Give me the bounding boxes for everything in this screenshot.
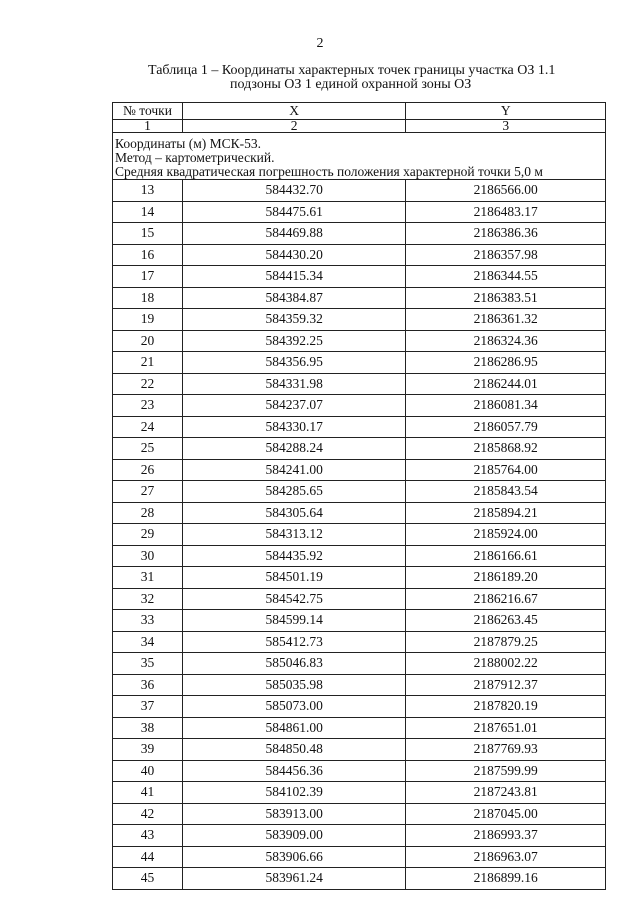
header-y: Y — [406, 103, 606, 120]
cell-y: 2186263.45 — [406, 610, 606, 632]
table-row — [113, 846, 606, 868]
cell-point-number: 14 — [113, 201, 183, 223]
cell-y: 2186899.16 — [406, 868, 606, 890]
page-number: 2 — [316, 36, 324, 51]
cell-point-number: 33 — [113, 610, 183, 632]
coordinates-table — [112, 102, 606, 890]
cell-x: 584330.17 — [182, 416, 406, 438]
cell-x: 583909.00 — [182, 825, 406, 847]
table-row — [113, 760, 606, 782]
cell-x: 584432.70 — [182, 180, 406, 202]
cell-x: 584430.20 — [182, 244, 406, 266]
table-row — [113, 588, 606, 610]
column-number-2: 2 — [182, 120, 406, 133]
table-row — [113, 825, 606, 847]
table-row — [113, 567, 606, 589]
table-header-row — [113, 103, 606, 120]
column-number-1: 1 — [113, 120, 183, 133]
cell-point-number: 16 — [113, 244, 183, 266]
cell-y: 2186216.67 — [406, 588, 606, 610]
cell-point-number: 36 — [113, 674, 183, 696]
accuracy-note: Средняя квадратическая погрешность положения характерной точки 5,0 м — [115, 164, 543, 179]
cell-point-number: 20 — [113, 330, 183, 352]
cell-point-number: 34 — [113, 631, 183, 653]
column-number-3: 3 — [406, 120, 606, 133]
caption-line-1: Таблица 1 – Координаты характерных точек границы участка ОЗ 1.1 — [148, 63, 556, 78]
cell-y: 2186286.95 — [406, 352, 606, 374]
table-row — [113, 416, 606, 438]
cell-x: 584285.65 — [182, 481, 406, 503]
cell-y: 2187820.19 — [406, 696, 606, 718]
cell-y: 2187651.01 — [406, 717, 606, 739]
cell-x: 583961.24 — [182, 868, 406, 890]
cell-x: 584850.48 — [182, 739, 406, 761]
cell-x: 585046.83 — [182, 653, 406, 675]
table-row — [113, 352, 606, 374]
cell-x: 584237.07 — [182, 395, 406, 417]
cell-point-number: 32 — [113, 588, 183, 610]
cell-y: 2187879.25 — [406, 631, 606, 653]
cell-point-number: 23 — [113, 395, 183, 417]
coordinate-info-cell — [113, 133, 606, 180]
cell-point-number: 45 — [113, 868, 183, 890]
cell-y: 2187243.81 — [406, 782, 606, 804]
cell-x: 584861.00 — [182, 717, 406, 739]
cell-point-number: 31 — [113, 567, 183, 589]
table-row — [113, 674, 606, 696]
table-row — [113, 545, 606, 567]
cell-point-number: 38 — [113, 717, 183, 739]
cell-y: 2186361.32 — [406, 309, 606, 331]
coordinate-system-note: Координаты (м) МСК-53. — [115, 136, 262, 151]
cell-point-number: 35 — [113, 653, 183, 675]
cell-y: 2185843.54 — [406, 481, 606, 503]
table-row — [113, 524, 606, 546]
cell-x: 584469.88 — [182, 223, 406, 245]
cell-point-number: 15 — [113, 223, 183, 245]
column-number-row — [113, 120, 606, 133]
cell-x: 584435.92 — [182, 545, 406, 567]
cell-x: 584313.12 — [182, 524, 406, 546]
header-point-number: № точки — [113, 103, 183, 120]
cell-x: 584501.19 — [182, 567, 406, 589]
cell-y: 2187769.93 — [406, 739, 606, 761]
table-row — [113, 653, 606, 675]
cell-x: 584331.98 — [182, 373, 406, 395]
table-row — [113, 631, 606, 653]
cell-y: 2187599.99 — [406, 760, 606, 782]
cell-y: 2187912.37 — [406, 674, 606, 696]
cell-x: 584305.64 — [182, 502, 406, 524]
cell-x: 585035.98 — [182, 674, 406, 696]
table-row — [113, 201, 606, 223]
cell-point-number: 25 — [113, 438, 183, 460]
cell-y: 2186566.00 — [406, 180, 606, 202]
table-row — [113, 717, 606, 739]
coordinate-info-row — [113, 133, 606, 180]
cell-y: 2186386.36 — [406, 223, 606, 245]
table-row — [113, 438, 606, 460]
table-row — [113, 244, 606, 266]
table-row — [113, 610, 606, 632]
cell-x: 584599.14 — [182, 610, 406, 632]
cell-x: 584356.95 — [182, 352, 406, 374]
header-x: X — [182, 103, 406, 120]
cell-y: 2186189.20 — [406, 567, 606, 589]
cell-y: 2186166.61 — [406, 545, 606, 567]
cell-point-number: 30 — [113, 545, 183, 567]
table-row — [113, 266, 606, 288]
cell-point-number: 37 — [113, 696, 183, 718]
cell-point-number: 18 — [113, 287, 183, 309]
table-row — [113, 180, 606, 202]
cell-point-number: 44 — [113, 846, 183, 868]
table-row — [113, 373, 606, 395]
cell-point-number: 21 — [113, 352, 183, 374]
cell-x: 584359.32 — [182, 309, 406, 331]
cell-x: 584542.75 — [182, 588, 406, 610]
cell-x: 584102.39 — [182, 782, 406, 804]
table-row — [113, 739, 606, 761]
cell-y: 2186081.34 — [406, 395, 606, 417]
table-row — [113, 309, 606, 331]
cell-x: 585412.73 — [182, 631, 406, 653]
table-row — [113, 330, 606, 352]
cell-point-number: 24 — [113, 416, 183, 438]
method-note: Метод – картометрический. — [115, 150, 275, 165]
table-row — [113, 696, 606, 718]
cell-x: 584288.24 — [182, 438, 406, 460]
cell-y: 2185894.21 — [406, 502, 606, 524]
cell-x: 585073.00 — [182, 696, 406, 718]
cell-y: 2185764.00 — [406, 459, 606, 481]
cell-point-number: 22 — [113, 373, 183, 395]
table-row — [113, 803, 606, 825]
cell-x: 584241.00 — [182, 459, 406, 481]
cell-point-number: 26 — [113, 459, 183, 481]
table-row — [113, 481, 606, 503]
cell-x: 584392.25 — [182, 330, 406, 352]
cell-point-number: 19 — [113, 309, 183, 331]
cell-x: 584384.87 — [182, 287, 406, 309]
cell-x: 584456.36 — [182, 760, 406, 782]
cell-y: 2187045.00 — [406, 803, 606, 825]
cell-y: 2186244.01 — [406, 373, 606, 395]
cell-y: 2186993.37 — [406, 825, 606, 847]
cell-point-number: 40 — [113, 760, 183, 782]
table-row — [113, 223, 606, 245]
table-caption — [110, 64, 630, 92]
table-row — [113, 868, 606, 890]
cell-point-number: 39 — [113, 739, 183, 761]
cell-point-number: 42 — [113, 803, 183, 825]
cell-point-number: 17 — [113, 266, 183, 288]
cell-point-number: 43 — [113, 825, 183, 847]
cell-point-number: 27 — [113, 481, 183, 503]
cell-point-number: 41 — [113, 782, 183, 804]
cell-y: 2186357.98 — [406, 244, 606, 266]
table-row — [113, 502, 606, 524]
cell-y: 2188002.22 — [406, 653, 606, 675]
cell-y: 2185924.00 — [406, 524, 606, 546]
cell-point-number: 13 — [113, 180, 183, 202]
cell-y: 2186963.07 — [406, 846, 606, 868]
cell-point-number: 29 — [113, 524, 183, 546]
cell-x: 584475.61 — [182, 201, 406, 223]
cell-y: 2186324.36 — [406, 330, 606, 352]
table-row — [113, 395, 606, 417]
cell-x: 584415.34 — [182, 266, 406, 288]
cell-y: 2186483.17 — [406, 201, 606, 223]
cell-point-number: 28 — [113, 502, 183, 524]
cell-y: 2186344.55 — [406, 266, 606, 288]
table-row — [113, 459, 606, 481]
cell-x: 583906.66 — [182, 846, 406, 868]
cell-y: 2186057.79 — [406, 416, 606, 438]
cell-y: 2186383.51 — [406, 287, 606, 309]
cell-y: 2185868.92 — [406, 438, 606, 460]
cell-x: 583913.00 — [182, 803, 406, 825]
caption-line-2: подзоны ОЗ 1 единой охранной зоны ОЗ — [230, 77, 472, 92]
table-row — [113, 782, 606, 804]
table-row — [113, 287, 606, 309]
